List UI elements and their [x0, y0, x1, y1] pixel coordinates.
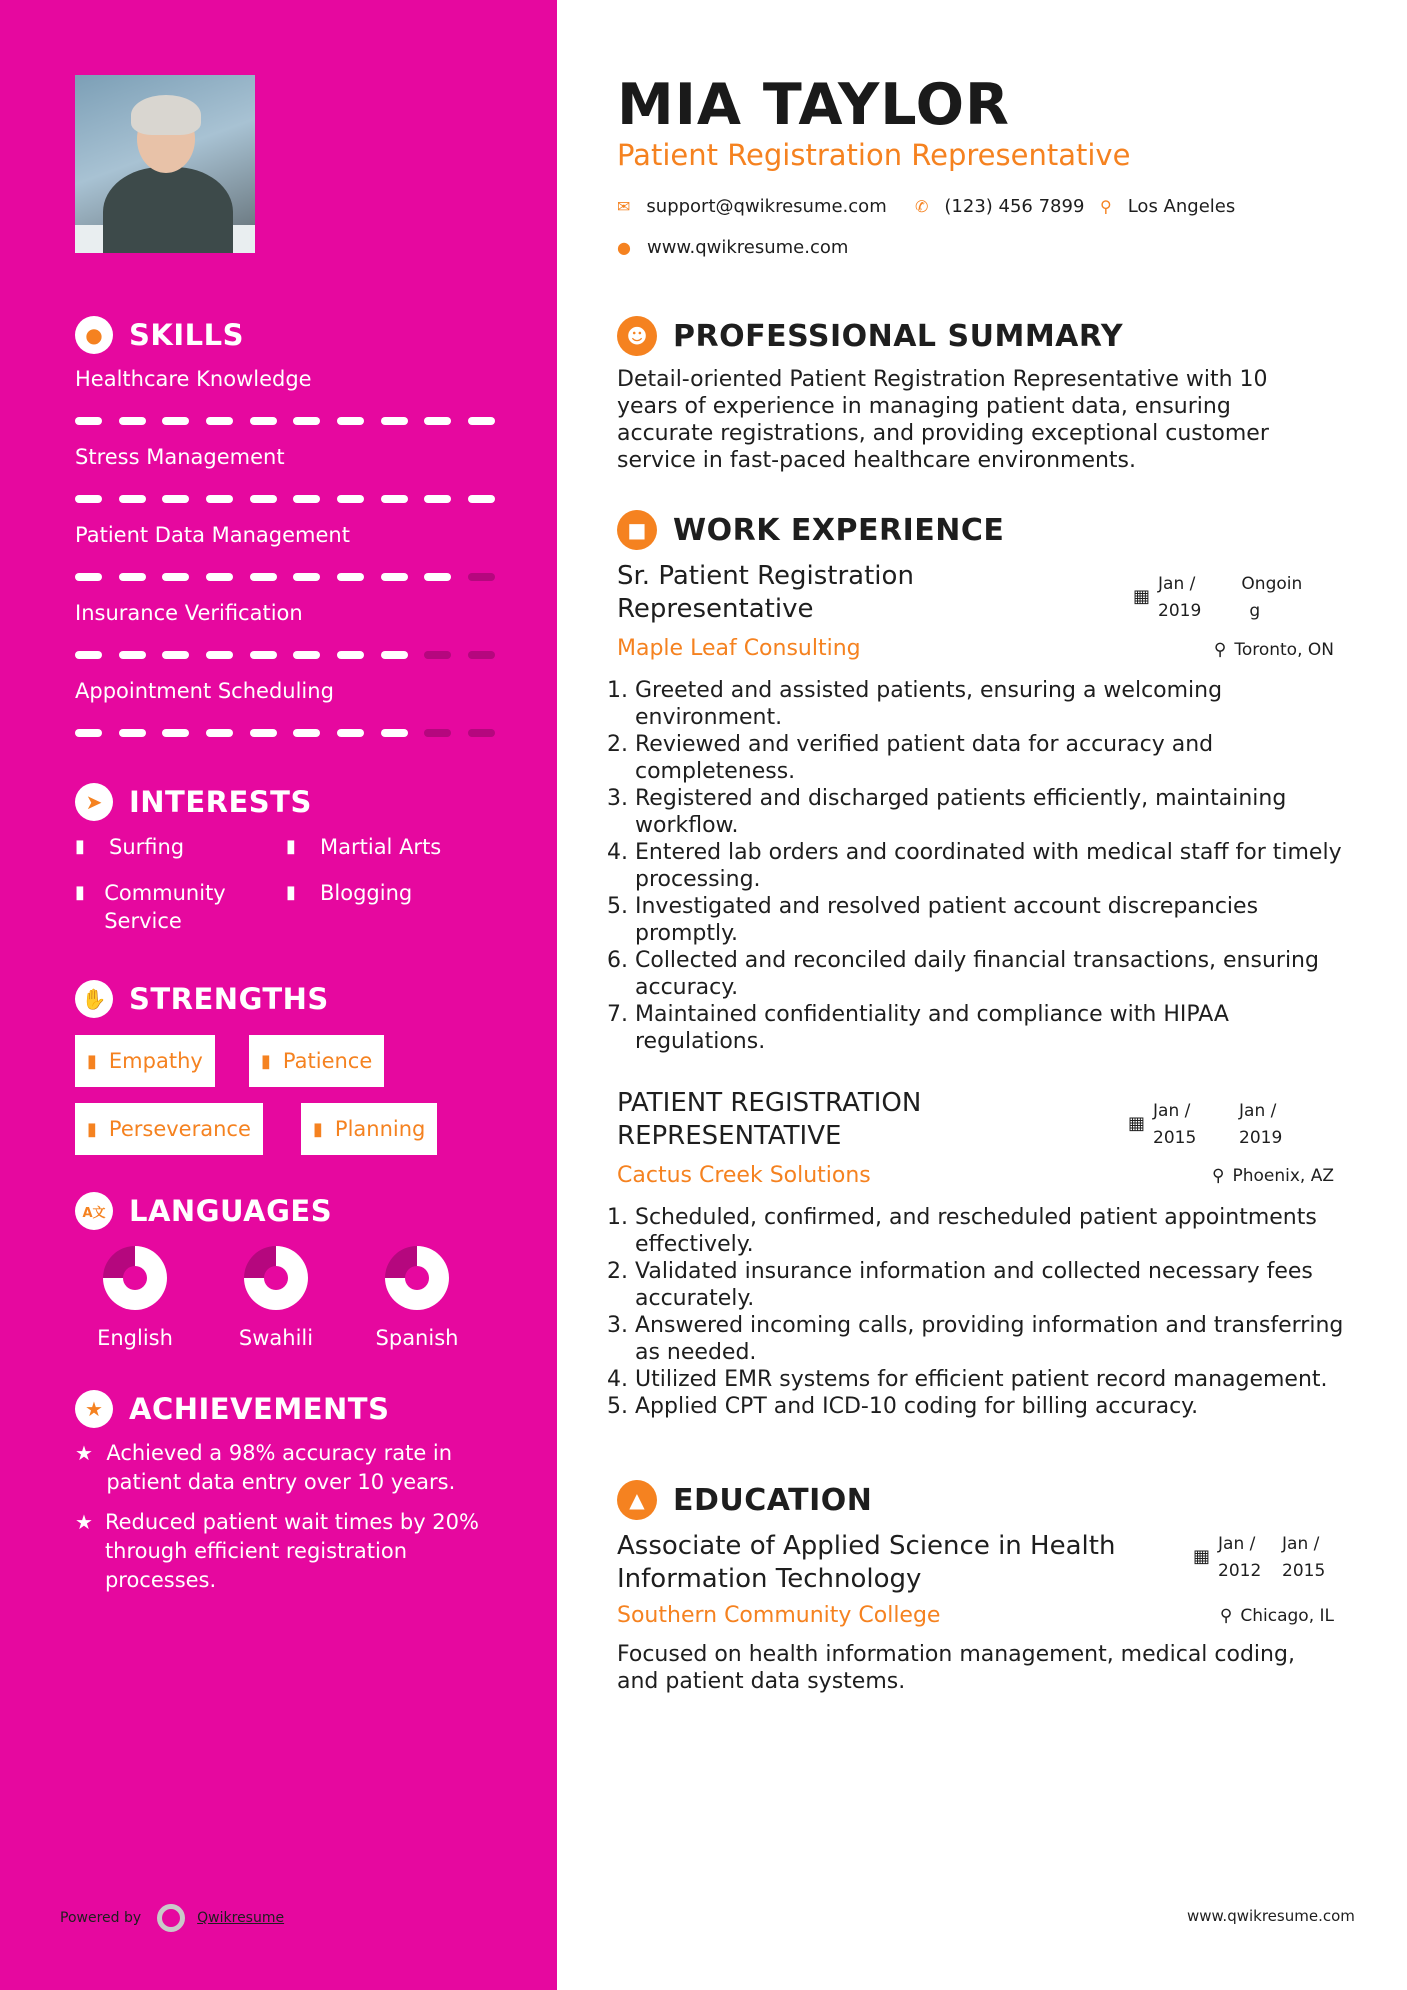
skill-name: Appointment Scheduling [75, 679, 334, 703]
user-icon: ☻ [617, 316, 657, 356]
skill-level-bar [75, 573, 495, 583]
duty-item: Utilized EMR systems for efficient patient record management. [635, 1367, 1328, 1392]
education-text: Focused on health information management, medical coding, and patient data systems. [617, 1642, 1295, 1694]
language-level-donut [385, 1246, 449, 1310]
skill-level-segment [468, 573, 495, 581]
skill-level-segment [381, 651, 408, 659]
phone-icon: ✆ [915, 197, 929, 216]
achievement-item: ★ Reduced patient wait times by 20% through efficient registration processes. [75, 1508, 505, 1595]
book-icon: ▮ [75, 882, 85, 903]
skill-name: Healthcare Knowledge [75, 367, 312, 391]
interests-heading: INTERESTS [129, 785, 312, 819]
skill-level-segment [162, 573, 189, 581]
education-dates: ▦ Jan / 2012 Jan / 2015 [1193, 1531, 1325, 1585]
interest-item: ▮ Community Service [75, 881, 226, 933]
calendar-icon: ▦ [1128, 1113, 1146, 1134]
skill-level-segment [468, 729, 495, 737]
skill-name: Insurance Verification [75, 601, 303, 625]
skill-level-segment [337, 651, 364, 659]
skill-level-segment [75, 417, 102, 425]
contact-location: ⚲ Los Angeles [1100, 196, 1236, 217]
qwikresume-logo-icon [157, 1904, 185, 1932]
powered-by: Powered by Qwikresume [60, 1904, 284, 1932]
job-duties [617, 1204, 1347, 1420]
education-header [617, 1480, 872, 1520]
company-name: Cactus Creek Solutions [617, 1163, 871, 1188]
skill-level-segment [250, 729, 277, 737]
school-name: Southern Community College [617, 1603, 941, 1628]
achievement-item: ★ Achieved a 98% accuracy rate in patient data entry over 10 years. [75, 1439, 505, 1497]
skill-level-segment [75, 729, 102, 737]
job-location: ⚲ Phoenix, AZ [1212, 1166, 1334, 1186]
book-icon: ▮ [87, 1050, 97, 1072]
interest-item: ▮ Blogging [286, 881, 413, 905]
language-item: Swahili [216, 1246, 336, 1350]
skill-level-segment [206, 417, 233, 425]
language-level-donut [244, 1246, 308, 1310]
candidate-title: Patient Registration Representative [617, 138, 1131, 172]
skill-level-segment [424, 573, 451, 581]
footer-url[interactable]: www.qwikresume.com [1187, 1907, 1355, 1925]
skill-level-bar [75, 729, 495, 739]
skill-level-segment [337, 417, 364, 425]
skill-level-segment [381, 729, 408, 737]
duty-item: Greeted and assisted patients, ensuring a welcoming environment. [635, 678, 1223, 730]
skill-level-segment [424, 651, 451, 659]
skill-level-segment [206, 495, 233, 503]
skill-level-segment [293, 495, 320, 503]
skill-level-segment [424, 417, 451, 425]
qwikresume-link[interactable]: Qwikresume [197, 1910, 285, 1926]
star-icon: ★ [75, 1441, 93, 1465]
skill-level-segment [293, 651, 320, 659]
skill-level-segment [250, 573, 277, 581]
pin-icon: ⚲ [1213, 640, 1227, 660]
experience-heading: WORK EXPERIENCE [673, 512, 1005, 548]
star-icon: ★ [75, 1510, 93, 1534]
skill-level-segment [424, 729, 451, 737]
skill-level-segment [293, 417, 320, 425]
contact-website[interactable]: ● www.qwikresume.com [617, 237, 849, 258]
language-item: English [75, 1246, 195, 1350]
map-pin-icon: ⚲ [1100, 197, 1112, 216]
job-dates: ▦ Jan / 2019 Ongoin g [1133, 571, 1302, 625]
skill-name: Stress Management [75, 445, 285, 469]
experience-header [617, 510, 1004, 550]
duty-item: Scheduled, confirmed, and rescheduled patient appointments effectively. [635, 1205, 1317, 1257]
job-location: ⚲ Toronto, ON [1213, 640, 1334, 660]
skill-level-segment [75, 573, 102, 581]
hand-icon: ✋ [75, 980, 113, 1018]
skill-level-segment [468, 417, 495, 425]
skill-level-segment [119, 729, 146, 737]
skill-level-segment [119, 417, 146, 425]
education-heading: EDUCATION [673, 1482, 873, 1518]
achievements-header [75, 1390, 389, 1428]
profile-photo [75, 75, 255, 253]
skill-level-segment [381, 495, 408, 503]
job-title: Sr. Patient Registration Representative [617, 561, 914, 624]
skill-level-segment [75, 495, 102, 503]
summary-header [617, 316, 1123, 356]
skills-heading: SKILLS [129, 318, 244, 352]
book-icon: ▮ [286, 836, 296, 857]
skill-level-segment [381, 573, 408, 581]
briefcase-icon: ■ [617, 510, 657, 550]
language-item: Spanish [357, 1246, 477, 1350]
duty-item: Investigated and resolved patient account discrepancies promptly. [635, 894, 1259, 946]
languages-heading: LANGUAGES [129, 1194, 333, 1228]
skill-level-segment [119, 495, 146, 503]
skill-level-segment [424, 495, 451, 503]
star-badge-icon: ★ [75, 1390, 113, 1428]
skill-level-segment [162, 651, 189, 659]
job-title: PATIENT REGISTRATION REPRESENTATIVE [617, 1088, 922, 1151]
skill-level-segment [206, 729, 233, 737]
pin-icon: ⚲ [1219, 1606, 1233, 1626]
book-icon: ▮ [313, 1118, 323, 1140]
duty-item: Validated insurance information and collected necessary fees accurately. [635, 1259, 1313, 1311]
skill-level-segment [162, 729, 189, 737]
strength-chip: ▮ Patience [249, 1035, 384, 1087]
skill-name: Patient Data Management [75, 523, 350, 547]
skill-level-segment [250, 651, 277, 659]
skill-level-segment [337, 573, 364, 581]
summary-heading: PROFESSIONAL SUMMARY [673, 318, 1124, 354]
calendar-icon: ▦ [1133, 586, 1151, 607]
education-location: ⚲ Chicago, IL [1219, 1606, 1334, 1626]
interests-header [75, 783, 312, 821]
duty-item: Maintained confidentiality and compliance with HIPAA regulations. [635, 1002, 1229, 1054]
contact-email[interactable]: ✉ support@qwikresume.com [617, 196, 887, 217]
strength-chip: ▮ Planning [301, 1103, 437, 1155]
skill-level-segment [468, 651, 495, 659]
skill-level-segment [337, 495, 364, 503]
pin-icon: ⚲ [1212, 1166, 1225, 1186]
skill-level-segment [119, 651, 146, 659]
duty-item: Entered lab orders and coordinated with medical staff for timely processing. [635, 840, 1342, 892]
translate-icon: A文 [75, 1192, 113, 1230]
skill-level-segment [162, 417, 189, 425]
sidebar [0, 0, 557, 1990]
skill-level-bar [75, 651, 495, 661]
summary-text: Detail-oriented Patient Registration Representative with 10 years of experience in managing patient data, ensuring accurate registrations, and providing exceptional customer service in fast-paced healthcare environments. [617, 367, 1269, 473]
strength-chip: ▮ Perseverance [75, 1103, 263, 1155]
duty-item: Applied CPT and ICD-10 coding for billing accuracy. [635, 1394, 1199, 1419]
language-level-donut [103, 1246, 167, 1310]
skill-level-segment [206, 651, 233, 659]
duty-item: Registered and discharged patients efficiently, maintaining workflow. [635, 786, 1287, 838]
candidate-name: MIA TAYLOR [617, 72, 1010, 138]
contact-phone[interactable]: ✆ (123) 456 7899 [915, 196, 1085, 217]
skills-header [75, 316, 244, 354]
duty-item: Reviewed and verified patient data for accuracy and completeness. [635, 732, 1214, 784]
strength-chip: ▮ Empathy [75, 1035, 215, 1087]
skill-level-segment [250, 417, 277, 425]
book-icon: ▮ [261, 1050, 271, 1072]
interest-item: ▮ Surfing [75, 835, 185, 859]
strengths-heading: STRENGTHS [129, 982, 329, 1016]
skill-level-segment [162, 495, 189, 503]
interest-item: ▮ Martial Arts [286, 835, 442, 859]
job-dates: ▦ Jan / 2015 Jan / 2019 [1128, 1098, 1282, 1152]
skill-level-segment [250, 495, 277, 503]
skill-level-segment [206, 573, 233, 581]
skill-level-bar [75, 495, 495, 505]
skill-level-segment [468, 495, 495, 503]
graduation-icon: ▲ [617, 1480, 657, 1520]
paper-plane-icon: ➤ [75, 783, 113, 821]
lightbulb-icon: ● [75, 316, 113, 354]
skill-level-segment [119, 573, 146, 581]
duty-item: Answered incoming calls, providing information and transferring as needed. [635, 1313, 1344, 1365]
book-icon: ▮ [75, 836, 85, 857]
achievements-heading: ACHIEVEMENTS [129, 1392, 390, 1426]
globe-icon: ● [617, 238, 631, 257]
skill-level-segment [293, 729, 320, 737]
skill-level-segment [381, 417, 408, 425]
languages-header [75, 1192, 332, 1230]
book-icon: ▮ [87, 1118, 97, 1140]
company-name: Maple Leaf Consulting [617, 636, 861, 661]
degree-title: Associate of Applied Science in Health Information Technology [617, 1531, 1116, 1594]
book-icon: ▮ [286, 882, 296, 903]
duty-item: Collected and reconciled daily financial transactions, ensuring accuracy. [635, 948, 1319, 1000]
skill-level-segment [293, 573, 320, 581]
job-duties [617, 677, 1347, 1055]
envelope-icon: ✉ [617, 197, 631, 216]
calendar-icon: ▦ [1193, 1546, 1211, 1567]
skill-level-segment [337, 729, 364, 737]
skill-level-segment [75, 651, 102, 659]
skill-level-bar [75, 417, 495, 427]
strengths-header [75, 980, 329, 1018]
